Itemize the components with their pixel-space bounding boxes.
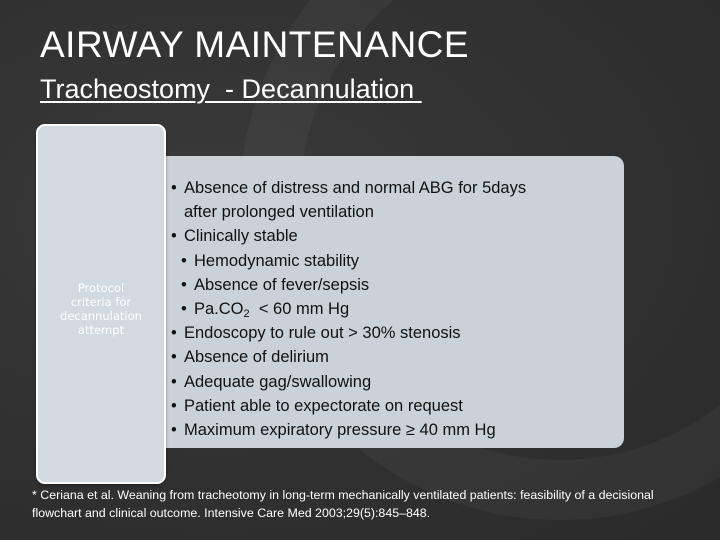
- criteria-item: [171, 321, 616, 345]
- criteria-item-text: Endoscopy to rule out > 30% stenosis: [184, 324, 461, 343]
- criteria-item: [171, 370, 616, 394]
- paco2-label: Pa.CO: [194, 300, 244, 319]
- protocol-label-line: attempt: [77, 323, 125, 337]
- criteria-list: [171, 176, 616, 442]
- criteria-item-text: Absence of delirium: [184, 348, 329, 367]
- reference-footnote: * Ceriana et al. Weaning from tracheotomy in long-term mechanically ventilated patients: feasibility of a decisional flowchart and clinical outcome. Intensive Care Med 2003;29(5):845–848.: [32, 488, 654, 520]
- criteria-item-text-continued: after prolonged ventilation: [184, 203, 374, 222]
- criteria-subitem-text: Absence of fever/sepsis: [194, 275, 370, 294]
- criteria-item: [171, 176, 616, 224]
- criteria-item: [171, 394, 616, 418]
- criteria-item: [171, 345, 616, 369]
- criteria-item-text: Clinically stable: [184, 227, 298, 246]
- protocol-label-line: decannulation: [60, 309, 142, 323]
- slide-title: AIRWAY MAINTENANCE: [40, 24, 470, 65]
- criteria-item: [171, 418, 616, 442]
- criteria-subitem-text: Hemodynamic stability: [194, 251, 360, 270]
- criteria-subitem: [181, 249, 616, 273]
- protocol-label-text: [46, 281, 156, 337]
- protocol-label-box: [36, 124, 166, 484]
- slide-subtitle: Tracheostomy - Decannulation: [40, 74, 422, 104]
- protocol-label-line: criteria for: [70, 295, 132, 309]
- criteria-subitem: [181, 273, 616, 297]
- criteria-item: [171, 224, 616, 248]
- criteria-item-text: Adequate gag/swallowing: [184, 372, 372, 391]
- paco2-subscript: 2: [243, 308, 250, 321]
- criteria-item-text: • Absence of distress and normal ABG for 5days: [184, 179, 527, 197]
- criteria-item-text: Patient able to expectorate on request: [184, 396, 463, 415]
- criteria-item-text: Maximum expiratory pressure ≥ 40 mm Hg: [184, 421, 496, 440]
- protocol-label-line: Protocol: [77, 281, 125, 295]
- paco2-threshold: < 60 mm Hg: [249, 300, 350, 319]
- criteria-subitem: [181, 297, 616, 321]
